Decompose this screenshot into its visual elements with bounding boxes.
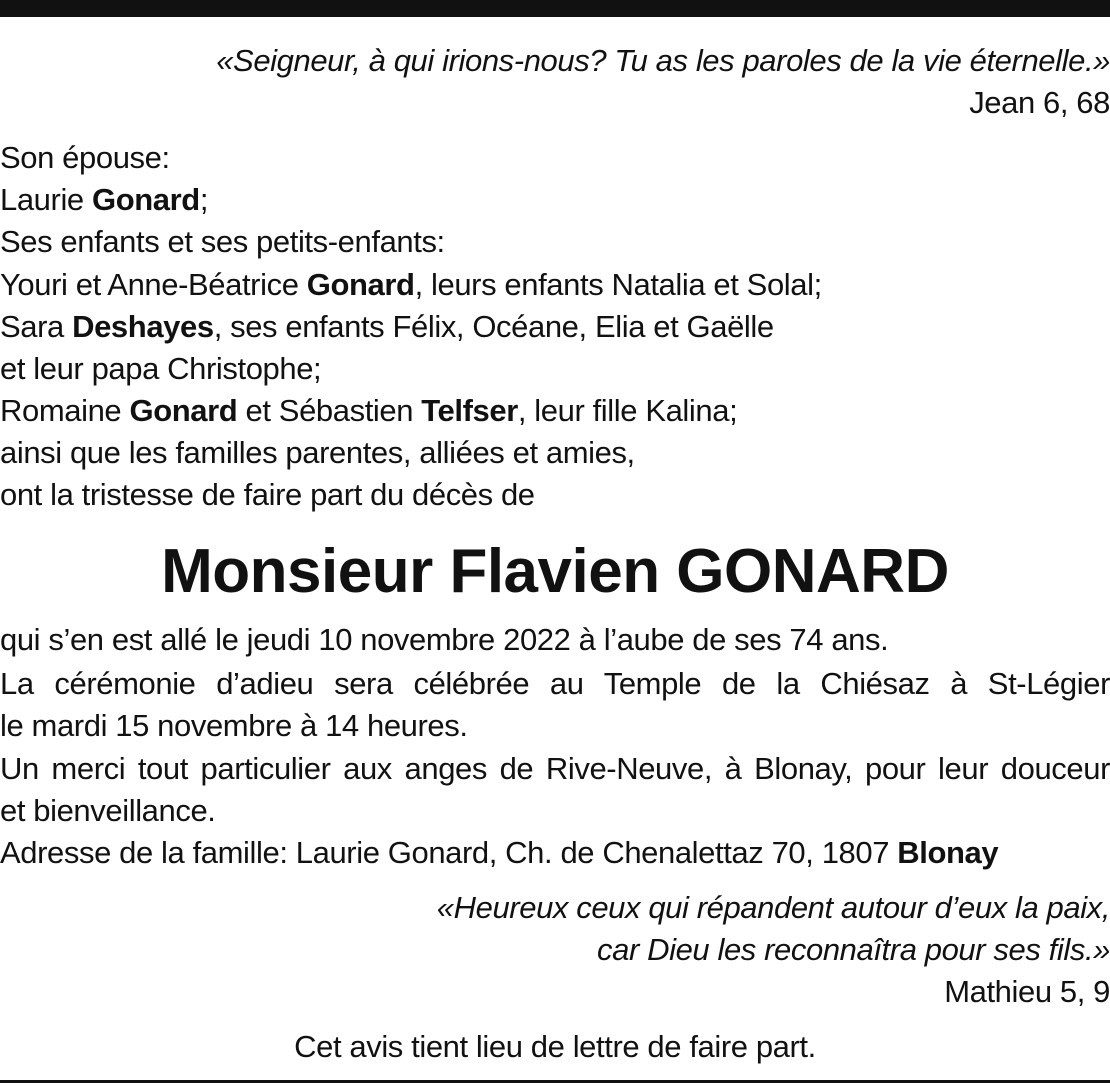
detail-line-2: La cérémonie d’adieu sera célébrée au Temple de la Chiésaz à St-Légier	[0, 666, 1110, 701]
surname-bold: Deshayes	[72, 309, 214, 344]
address-town: Blonay	[897, 835, 999, 870]
footer-note: Cet avis tient lieu de lettre de faire part.	[294, 1029, 816, 1064]
bottom-border	[0, 1080, 1110, 1083]
surname-bold: Gonard	[129, 393, 238, 428]
closing-quote-line-2: car Dieu les reconnaîtra pour ses fils.»	[597, 932, 1110, 967]
family-address: Adresse de la famille: Laurie Gonard, Ch. de Chenalettaz 70, 1807 Blonay	[0, 835, 999, 870]
surname-bold: Gonard	[306, 267, 415, 302]
family-line-3: et leur papa Christophe;	[0, 351, 322, 386]
top-border	[0, 0, 1110, 17]
family-line-6: ont la tristesse de faire part du décès de	[0, 477, 535, 512]
deceased-name: Monsieur Flavien GONARD	[161, 537, 949, 606]
spouse-heading: Son épouse:	[0, 140, 170, 175]
closing-quote-line-1: «Heureux ceux qui répandent autour d’eux la paix,	[436, 890, 1110, 925]
spouse-line: Laurie Gonard;	[0, 182, 209, 217]
family-line-1: Youri et Anne-Béatrice Gonard, leurs enfants Natalia et Solal;	[0, 267, 822, 302]
detail-line-1: qui s’en est allé le jeudi 10 novembre 2022 à l’aube de ses 74 ans.	[0, 622, 889, 657]
detail-line-5: et bienveillance.	[0, 793, 216, 828]
spouse-surname: Gonard	[92, 182, 200, 217]
family-line-2: Sara Deshayes, ses enfants Félix, Océane, Elia et Gaëlle	[0, 309, 774, 344]
closing-quote-reference: Mathieu 5, 9	[944, 974, 1110, 1009]
detail-line-4: Un merci tout particulier aux anges de Rive-Neuve, à Blonay, pour leur douceur	[0, 751, 1110, 786]
family-line-5: ainsi que les familles parentes, alliées et amies,	[0, 435, 635, 470]
opening-quote-reference: Jean 6, 68	[969, 85, 1110, 120]
detail-line-3: le mardi 15 novembre à 14 heures.	[0, 708, 468, 743]
children-heading: Ses enfants et ses petits-enfants:	[0, 224, 445, 259]
surname-bold: Telfser	[421, 393, 518, 428]
family-line-4: Romaine Gonard et Sébastien Telfser, leur fille Kalina;	[0, 393, 738, 428]
opening-quote: «Seigneur, à qui irions-nous? Tu as les paroles de la vie éternelle.»	[216, 43, 1110, 78]
